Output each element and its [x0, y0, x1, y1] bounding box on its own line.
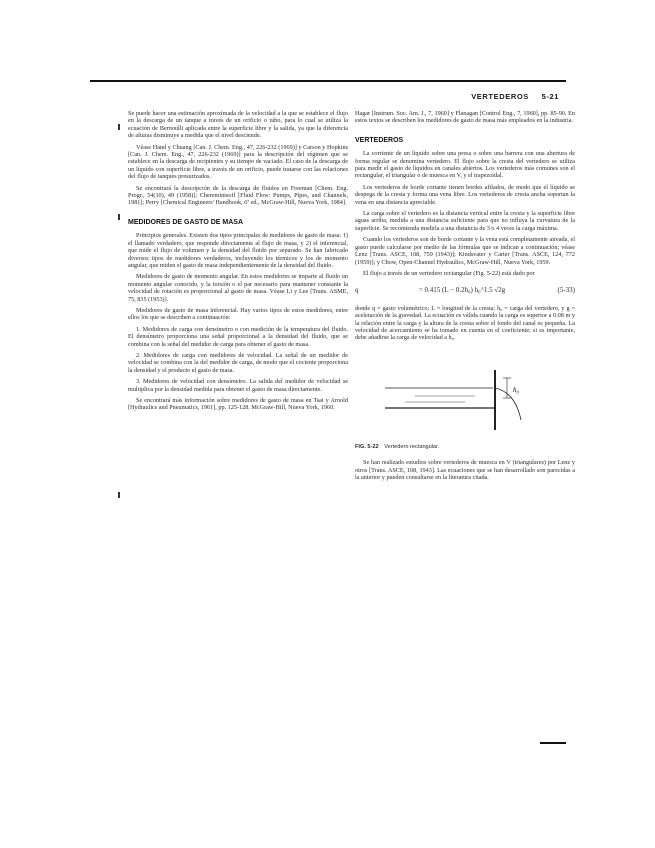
- paragraph: Los vertederos de borde cortante tienen bordes afilados, de modo que el líquido se despega de la cresta y forma una vena libre. Los vertederos de cresta ancha soportan la vena en una distancia apreciable.: [355, 183, 575, 206]
- left-column: [128, 110, 348, 416]
- equation-lhs: q: [355, 286, 359, 295]
- section-heading: MEDIDORES DE GASTO DE MASA: [128, 218, 243, 226]
- top-rule: [90, 80, 566, 82]
- list-item: 2. Medidores de carga con medidores de velocidad. La señal de un medidor de velocidad se combina con la del medidor de carga, de modo que el cociente proporciona la densidad y el producto el gasto de masa.: [128, 351, 348, 374]
- section-heading: VERTEDEROS: [355, 136, 404, 144]
- paragraph: La carga sobre el vertedero es la distancia vertical entre la cresta y la superficie libre aguas arriba, medida a una distancia suficiente para que no influya la curvatura de la superficie. Se recomienda medirla a una distancia de 3 o 4 veces la carga máxima.: [355, 210, 575, 232]
- running-header: [461, 92, 559, 101]
- paragraph: Principios generales. Existen dos tipos principales de medidores de gasto de masa: 1) el llamado verdadero, que responde directamente al flujo de masa, y 2) el inferencial, que mide el flujo de volumen y la densidad del fluido por separado. Se han fabricado diversos tipos de medidores verdaderos, incluyendo los térmicos y los de momento angular, que miden el gasto de masa independientemente de la densidad del fluido.: [128, 232, 348, 269]
- weir-figure: [355, 350, 575, 440]
- paragraph: Se encontrará más información sobre medidores de gasto de masa en Tsai y Arnold [Hydraulics and Pneumatics, 1961], pp. 125-128. McGraw-Hill, Nueva York, 1960.: [128, 397, 348, 412]
- header-section: VERTEDEROS: [471, 92, 529, 101]
- equation-expression: = 0.415 (L − 0.2h₀) h₀^1.5 √2g: [418, 286, 506, 295]
- equation-number: (5-33): [557, 286, 575, 295]
- figure-caption-text: Vertedero rectangular.: [384, 443, 440, 450]
- paragraph: Hagar [Instrum. Soc. Am. J., 7, 1960] y Flanagan [Control Eng., 7, 1960], pp. 85-90. En estos textos se describen los medidores de gasto de masa más empleados en la industria.: [355, 110, 575, 125]
- paragraph: La corriente de un líquido sobre una presa o sobre una barrera con una abertura de forma regular se denomina vertedero. El flujo sobre la cresta del vertedero se utiliza para medir el gasto de líquidos en canales abiertos. Los vertederos más comunes son el rectangular, el triangular o de muesca en V, y el trapezoidal.: [355, 150, 575, 180]
- paragraph: donde q = gasto volumétrico; L = longitud de la cresta; h₀ = carga del vertedero, y g = aceleración de la gravedad. La ecuación es válida cuando la carga es superior a 0.08 m y la relación entre la carga y la altura de la cresta sobre el fondo del canal es pequeña. La velocidad de acercamiento se ha tomado en cuenta en el coeficiente; si es importante, debe añadirse la carga de velocidad a h₀.: [355, 304, 575, 342]
- paragraph: Se puede hacer una estimación aproximada de la velocidad a la que se establece el flujo en la descarga de un tanque a través de un orificio o tubo, para lo cual se utiliza la ecuación de Bernoulli aplicada entre la superficie libre y la salida, ya que la diferencia de alturas disminuye a medida que el nivel desciende.: [128, 110, 348, 140]
- head-label: h₀: [513, 385, 519, 394]
- paragraph: Medidores de gasto de momento angular. En estos medidores se imparte al fluido un momento angular conocido, y la torsión o el par necesario para mantener constante la velocidad de rotación es proporcional al gasto de masa. Véase Li y Lee [Trans. ASME, 75, 835 (1953)].: [128, 273, 348, 303]
- list-item: 1. Medidores de carga con densímetro o con medición de la temperatura del fluido. El densímetro proporciona una señal proporcional a la densidad del fluido, que se combina con la señal del medidor de carga para obtener el gasto de masa.: [128, 325, 348, 348]
- margin-mark: [118, 124, 120, 130]
- paragraph: Medidores de gasto de masa inferencial. Hay varios tipos de estos medidores, entre ellos los que se describen a continuación:: [128, 306, 348, 322]
- paragraph: Cuando los vertederos son de borde cortante y la vena está completamente aireada, el gasto puede calcularse por medio de las fórmulas que se indican a continuación; véase Lenz [Trans. ASCE, 108, 759 (1943)]; Kindsvater y Carter [Trans. ASCE, 124, 772 (1959)]; y Chow, Open-Channel Hydraulics, McGraw-Hill, Nueva York, 1959.: [355, 236, 575, 266]
- paragraph: Véase Hand y Chuang [Can. J. Chem. Eng., 47, 226-232 (1969)] y Carson y Hopkins [Can. J. Chem. Eng., 47, 226-232 (1969)] para la descripción del régimen que se establece en la descarga de recipientes y su tiempo de vaciado. El caso de la descarga de un líquido con superficie libre, a través de un orificio, puede tratarse con las relaciones del flujo de tanques presurizados.: [128, 143, 348, 181]
- figure-caption: [355, 444, 575, 451]
- header-page-number: 5-21: [541, 92, 559, 101]
- weir-diagram: [375, 350, 555, 436]
- right-column: [355, 110, 575, 485]
- equation: [355, 287, 575, 294]
- paragraph: Se han realizado estudios sobre vertederos de muesca en V (triangulares) por Lenz y otros [Trans. ASCE, 108, 1943]. Las ecuaciones que se han desarrollado son parecidas a la anterior y pueden consultarse en la literatura citada.: [355, 459, 575, 481]
- paragraph: Se encontrará la descripción de la descarga de fluidos en Freeman [Chem. Eng. Progr., 54(10), 49 (1958)]; Chereminisoff [Fluid Flow: Pumps, Pipes, and Channels, 1981]; Perry [Chemical Engineers' Handbook, 6ª ed., McGraw-Hill, Nueva York, 1984].: [128, 184, 348, 207]
- bottom-rule: [540, 742, 566, 744]
- margin-mark: [118, 492, 120, 498]
- list-item: 3. Medidores de velocidad con densímetro. La salida del medidor de velocidad se multiplica por la densidad medida para obtener el gasto de masa directamente.: [128, 378, 348, 393]
- figure-caption-label: FIG. 5-22: [355, 443, 379, 450]
- paragraph: El flujo a través de un vertedero rectangular (Fig. 5-22) está dado por: [363, 269, 535, 277]
- margin-mark: [118, 214, 120, 220]
